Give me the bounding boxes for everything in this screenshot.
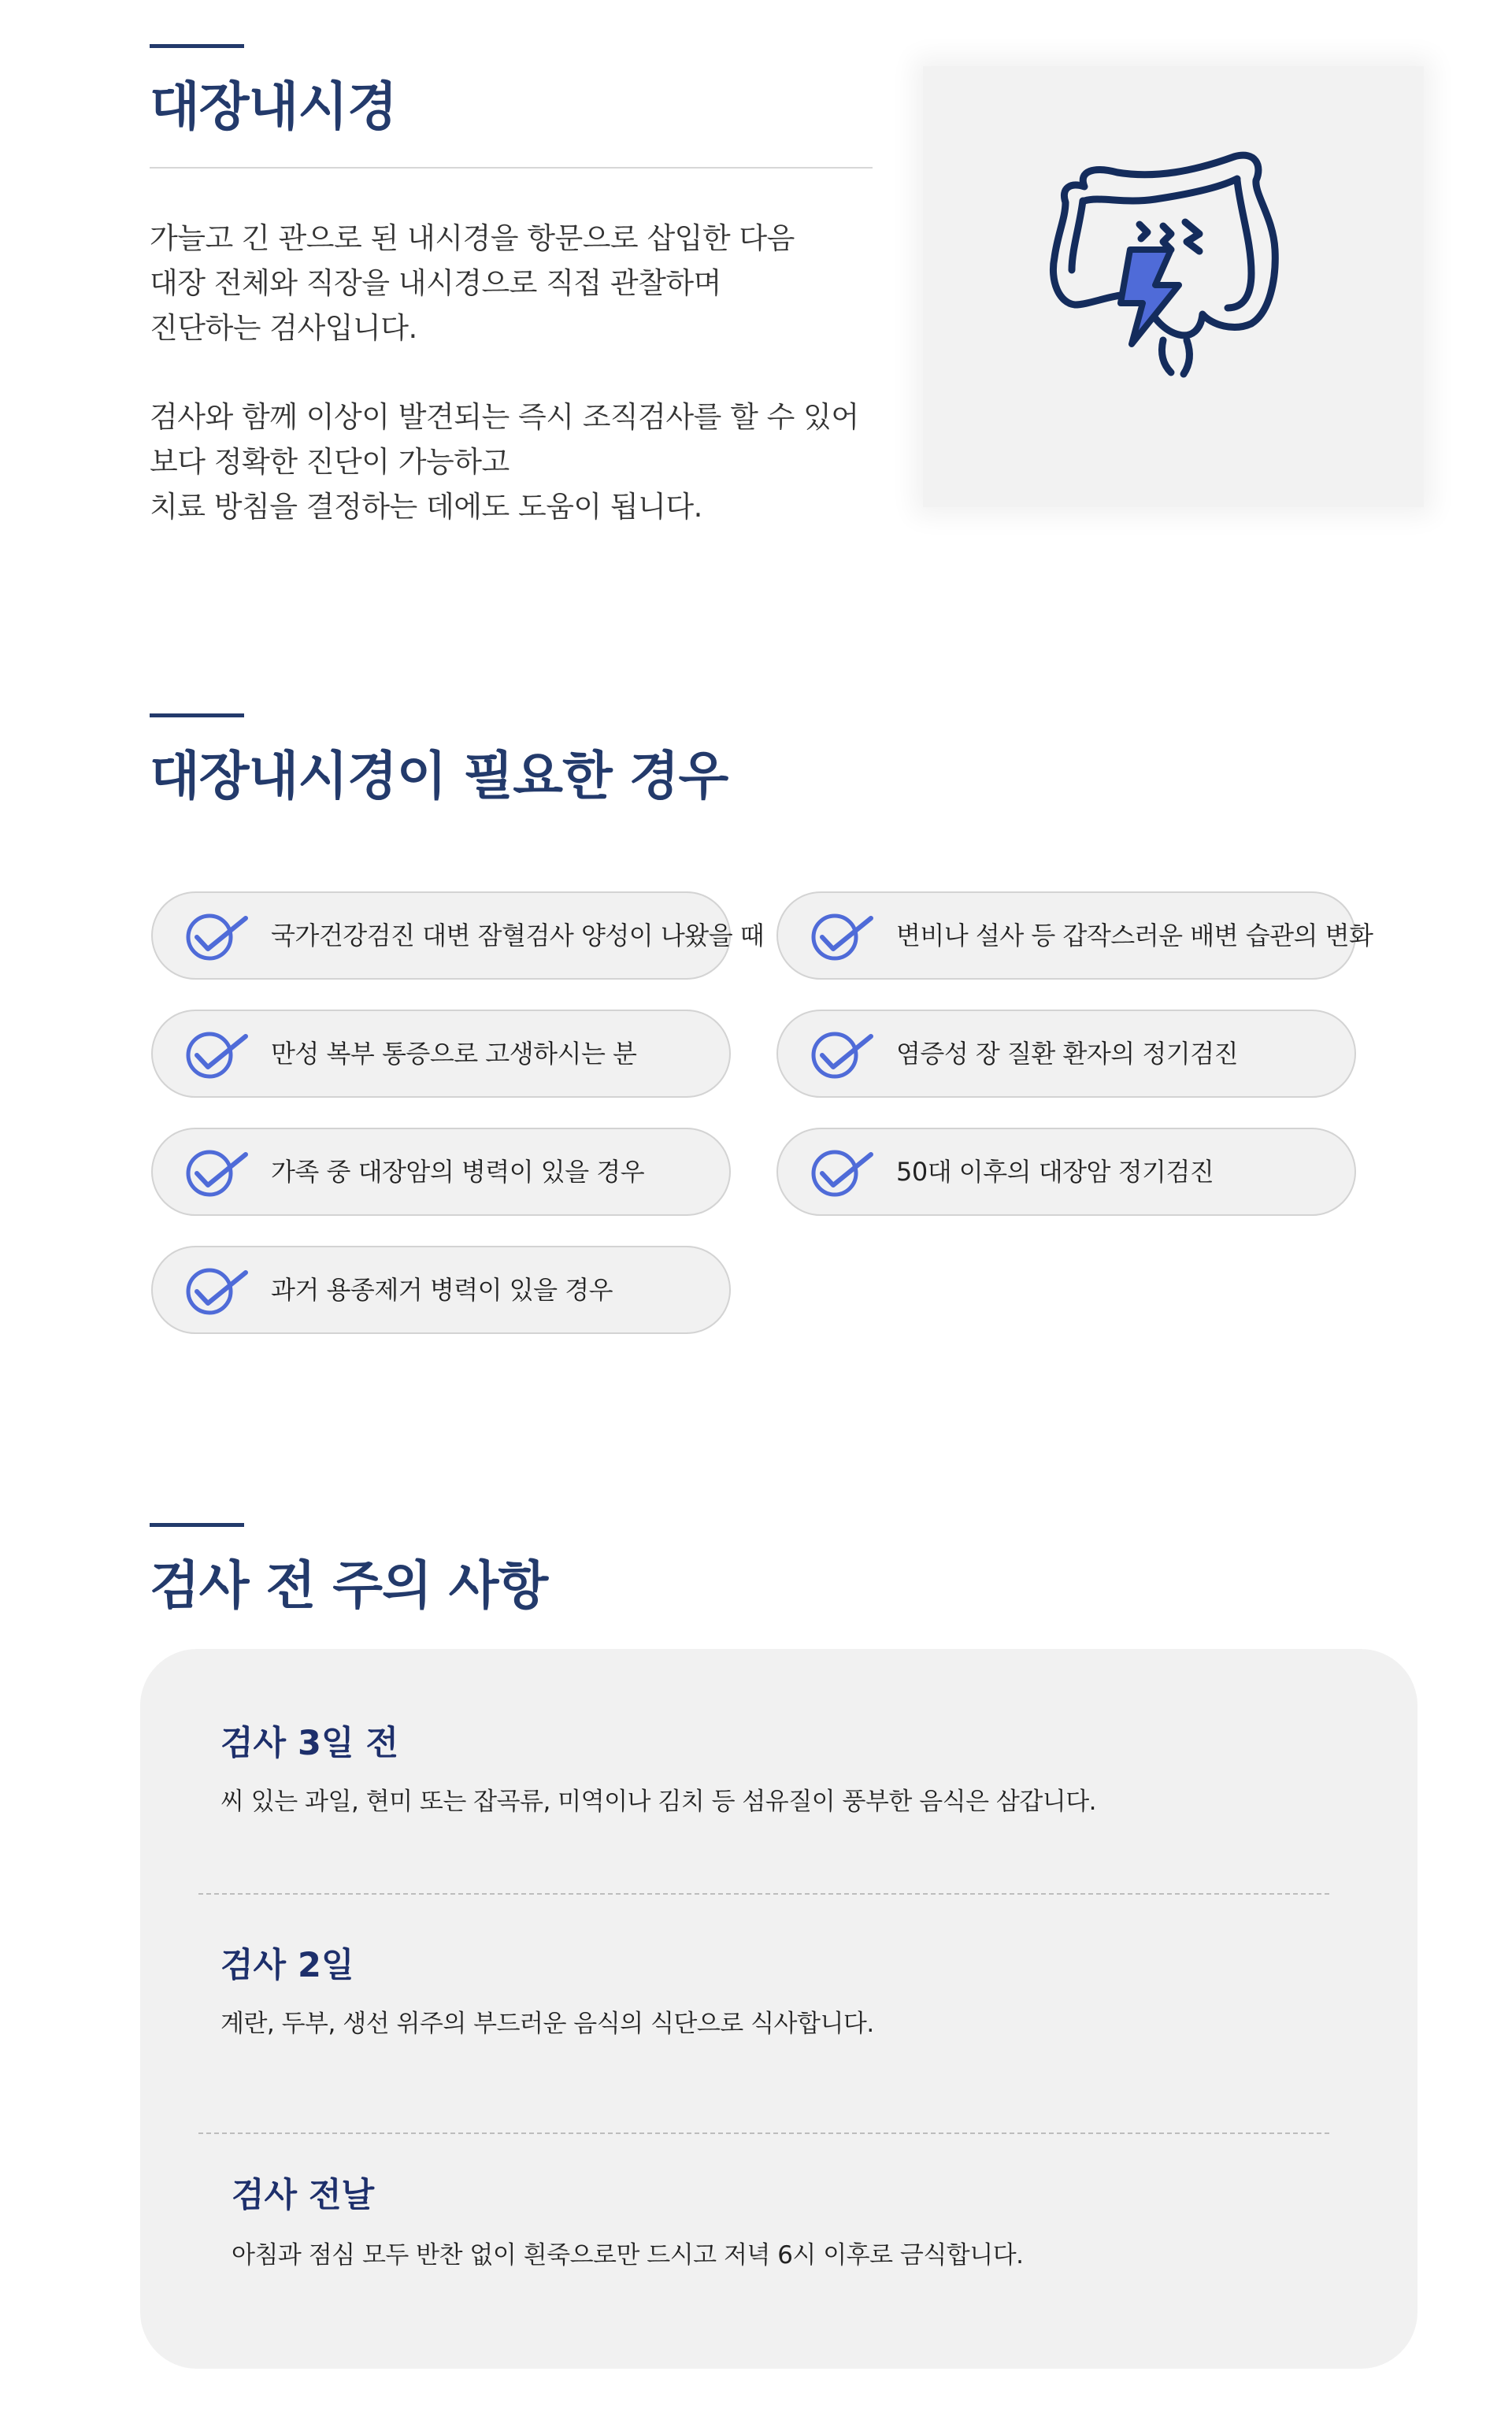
need-item-label: 가족 중 대장암의 병력이 있을 경우 (271, 1157, 645, 1187)
intro-description (150, 216, 874, 529)
intro-line: 검사와 함께 이상이 발견되는 즉시 조직검사를 할 수 있어 (150, 400, 859, 434)
step-divider (198, 2132, 1329, 2134)
section-accent-bar (150, 44, 244, 48)
need-item-label: 변비나 설사 등 갑작스러운 배변 습관의 변화 (896, 921, 1373, 950)
step-divider (198, 1893, 1329, 1895)
need-item-label: 과거 용종제거 병력이 있을 경우 (271, 1275, 613, 1305)
need-item (151, 1246, 731, 1334)
check-icon (184, 1030, 249, 1080)
intro-line: 대장 전체와 직장을 내시경으로 직접 관찰하며 (150, 266, 721, 300)
step-title: 검사 3일 전 (220, 1724, 399, 1763)
illustration-panel (923, 66, 1424, 507)
title-divider (150, 167, 873, 169)
need-item-label: 염증성 장 질환 환자의 정기검진 (896, 1039, 1239, 1069)
need-item (151, 1128, 731, 1216)
section-accent-bar (150, 713, 244, 717)
check-icon (810, 912, 874, 962)
intro-line: 보다 정확한 진단이 가능하고 (150, 445, 510, 479)
need-item-label: 만성 복부 통증으로 고생하시는 분 (271, 1039, 637, 1069)
step-description: 계란, 두부, 생선 위주의 부드러운 음식의 식단으로 식사합니다. (220, 2010, 874, 2038)
need-item (776, 1128, 1356, 1216)
intro-line: 진단하는 검사입니다. (150, 311, 417, 345)
check-icon (810, 1030, 874, 1080)
step-title: 검사 전날 (232, 2176, 375, 2215)
check-icon (810, 1148, 874, 1199)
check-icon (184, 912, 249, 962)
need-item (776, 891, 1373, 980)
step-title: 검사 2일 (220, 1946, 354, 1985)
section-title-needs: 대장내시경이 필요한 경우 (150, 746, 728, 806)
check-icon (184, 1266, 249, 1317)
section-accent-bar (150, 1523, 244, 1527)
step-description: 아침과 점심 모두 반찬 없이 흰죽으로만 드시고 저녁 6시 이후로 금식합니다. (232, 2241, 1024, 2270)
section-title-precautions: 검사 전 주의 사항 (150, 1555, 548, 1616)
need-item (151, 891, 765, 980)
section-title-colonoscopy: 대장내시경 (150, 76, 397, 137)
need-item (151, 1010, 731, 1098)
need-item (776, 1010, 1356, 1098)
intro-line: 가늘고 긴 관으로 된 내시경을 항문으로 삽입한 다음 (150, 221, 795, 255)
check-icon (184, 1148, 249, 1199)
intestine-lightning-icon (1045, 147, 1281, 391)
need-item-label: 50대 이후의 대장암 정기검진 (896, 1157, 1214, 1187)
step-description: 씨 있는 과일, 현미 또는 잡곡류, 미역이나 김치 등 섬유질이 풍부한 음식은 삼갑니다. (220, 1788, 1097, 1816)
intro-line: 치료 방침을 결정하는 데에도 도움이 됩니다. (150, 490, 702, 524)
need-item-label: 국가건강검진 대변 잠혈검사 양성이 나왔을 때 (271, 921, 765, 950)
